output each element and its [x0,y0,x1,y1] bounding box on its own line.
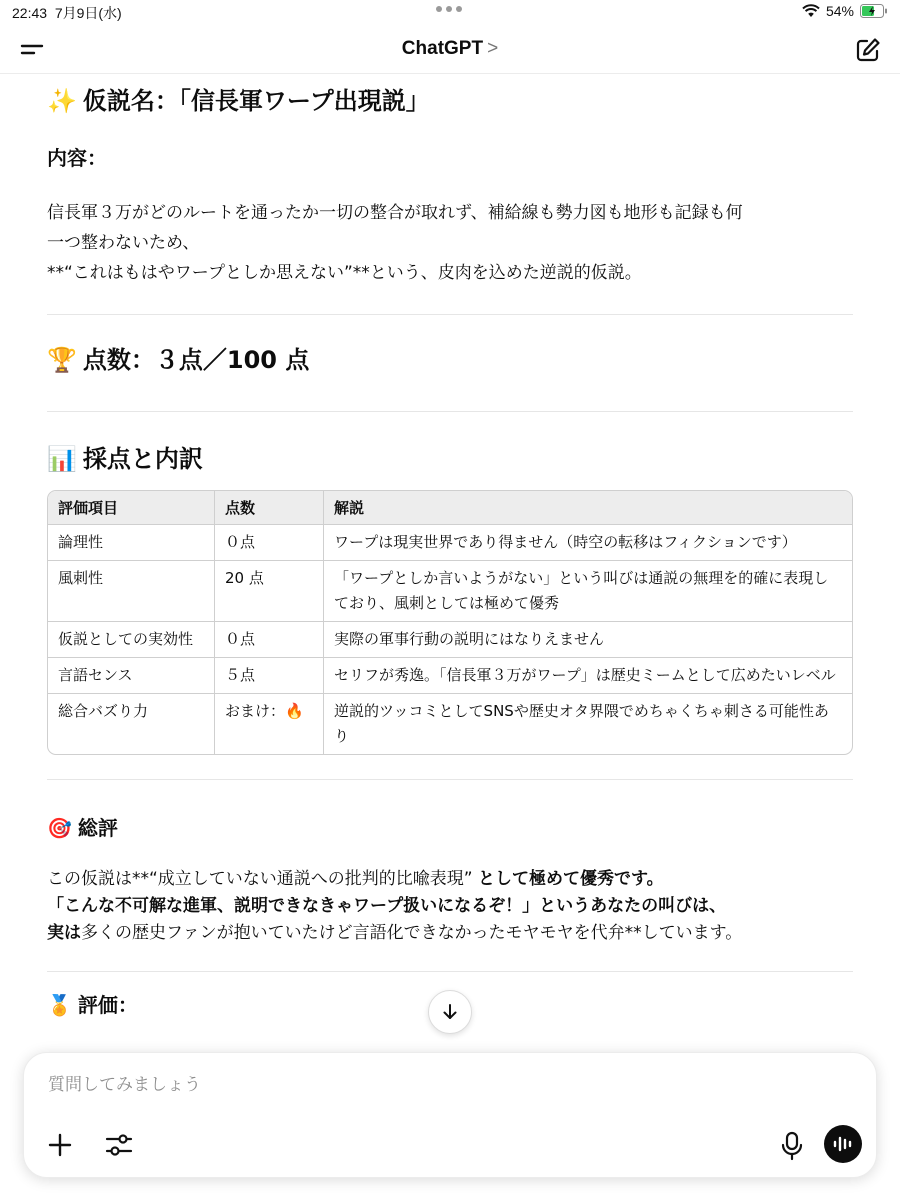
breakdown-title: 採点と内訳 [82,445,203,473]
column-header: 点数 [215,491,324,525]
plus-icon[interactable] [46,1131,74,1159]
table-cell-score: ０点 [215,622,324,658]
status-time [12,3,122,23]
summary-line-1a: この仮説は**“成立していない通説への批判的比喩表現” [47,869,473,889]
column-header: 評価項目 [48,491,215,525]
table-row [48,622,852,658]
hypothesis-heading [47,86,853,116]
summary-paragraph [47,866,853,947]
score-title: 点数：３点／100 点 [82,346,310,374]
divider [47,411,853,412]
divider [47,314,853,315]
divider [47,971,853,972]
nav-title-text: ChatGPT [401,38,484,59]
battery-charging-icon [860,4,888,18]
next-section-title: 評価： [77,993,138,1017]
waveform-icon[interactable] [824,1125,862,1163]
content-line-3: **“これはもはやワープとしか思えない”**という、皮肉を込めた逆説的仮説。 [47,263,642,283]
grading-table [47,490,853,755]
table-cell-score: ５点 [215,658,324,694]
divider [47,779,853,780]
table-cell-score: おまけ：🔥 [215,694,324,754]
status-clock: 22:43 [12,5,48,21]
content-line-2: 一つ整わないため、 [47,233,200,253]
summary-line-3b: 多くの歴史ファンが抱いていたけど言語化できなかったモヤモヤを代弁**しています。 [81,923,743,943]
target-icon: 🎯 [47,816,72,840]
content-label: 内容： [47,146,107,170]
status-indicators [802,3,888,19]
table-row [48,525,852,561]
bar-chart-icon: 📊 [47,445,77,473]
wifi-icon [802,4,820,18]
table-cell-item: 論理性 [48,525,215,561]
summary-title: 総評 [77,816,118,840]
nav-bar [0,26,900,74]
table-cell-item: 総合バズり力 [48,694,215,754]
chat-model-selector[interactable] [0,38,900,60]
trophy-icon: 🏆 [47,346,77,374]
table-cell-item: 言語センス [48,658,215,694]
column-header: 解説 [324,491,852,525]
table-cell-comment: 「ワープとしか言いようがない」という叫びは通説の無理を的確に表現しており、風刺としては極めて優秀 [324,561,852,622]
table-cell-comment: 実際の軍事行動の説明にはなりえません [324,622,852,658]
battery-percent: 54% [825,3,854,19]
sliders-icon[interactable] [104,1131,134,1159]
content-line-1: 信長軍３万がどのルートを通ったか一切の整合が取れず、補給線も勢力図も地形も記録も何 [47,203,743,223]
medal-icon: 🏅 [47,993,72,1017]
hypothesis-title: 仮説名：「信長軍ワープ出現説」 [82,87,430,115]
table-cell-score: 20 点 [215,561,324,622]
table-cell-comment: ワープは現実世界であり得ません（時空の転移はフィクションです） [324,525,852,561]
table-row [48,694,852,754]
summary-line-3a: 実は [47,923,81,943]
table-row [48,561,852,622]
message-composer [23,1052,877,1178]
table-cell-comment: セリフが秀逸。「信長軍３万がワープ」は歴史ミームとして広めたいレベル [324,658,852,694]
content-paragraph [47,198,853,288]
table-header-row [48,491,852,525]
chevron-right-icon: > [487,38,499,59]
status-date: 7月9日(水) [54,5,122,21]
table-cell-item: 仮説としての実効性 [48,622,215,658]
multitasking-dots-icon[interactable] [436,4,464,14]
sparkles-icon: ✨ [47,87,77,115]
mic-icon[interactable] [780,1131,804,1161]
arrow-down-icon[interactable] [428,990,472,1034]
summary-line-1b: として極めて優秀です。 [478,869,664,889]
table-cell-comment: 逆説的ツッコミとしてSNSや歴史オタ界隈でめちゃくちゃ刺さる可能性あり [334,702,829,745]
status-bar [0,0,900,26]
edit-icon[interactable] [854,36,882,64]
summary-heading [47,814,853,842]
assistant-message [47,74,853,1018]
message-input[interactable] [48,1075,748,1095]
table-row [48,658,852,694]
breakdown-heading [47,444,853,474]
summary-line-2: 「こんな不可解な進軍、説明できなきゃワープ扱いになるぞ！」というあなたの叫びは、 [47,896,727,916]
score-heading [47,345,853,375]
table-cell-score: ０点 [215,525,324,561]
table-cell-item: 風刺性 [48,561,215,622]
